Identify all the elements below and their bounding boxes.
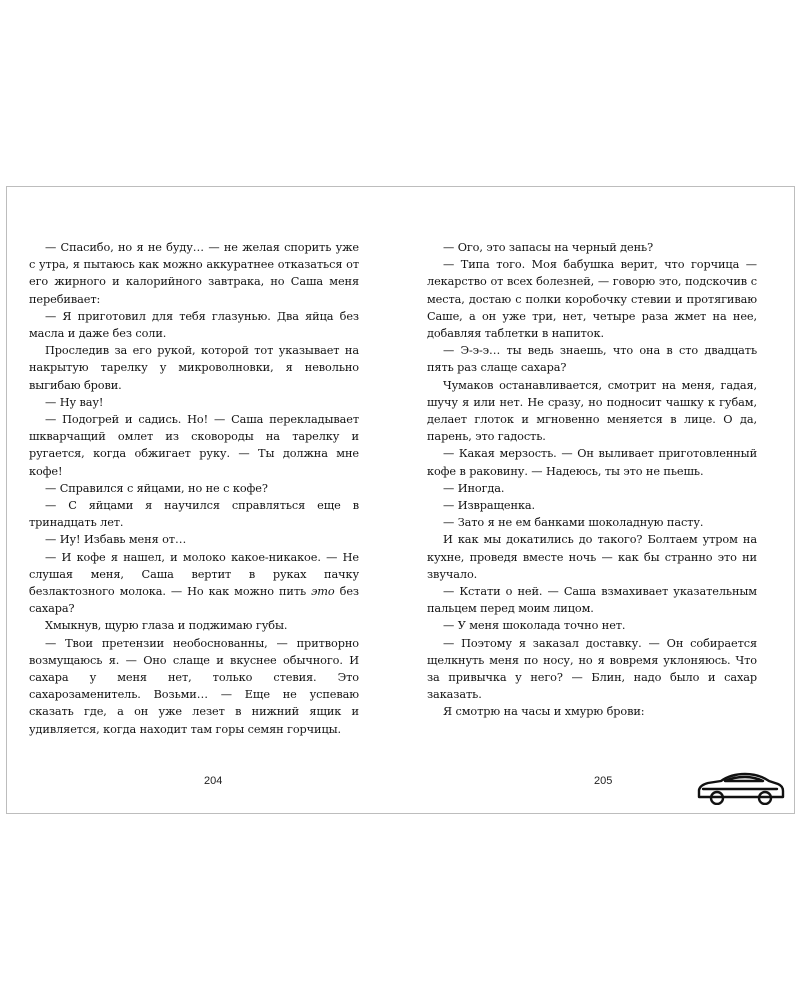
paragraph bbox=[427, 617, 757, 634]
paragraph bbox=[427, 256, 757, 342]
paragraph bbox=[427, 583, 757, 617]
paragraph-text: — Спасибо, но я не буду… — не желая спорить уже с утра, я пытаюсь как можно аккуратнее отказаться от его жирного и калорийного завтрака, но Саша меня перебивает: bbox=[29, 241, 359, 306]
paragraph bbox=[29, 549, 359, 618]
paragraph-text: Чумаков останавливается, смотрит на меня, гадая, шучу я или нет. Не сразу, но подносит чашку к губам, делает глоток и мгновенно меняется в лице. О да, парень, это гадость. bbox=[427, 378, 757, 444]
paragraph-text: — Э-э-э… ты ведь знаешь, что она в сто двадцать пять раз слаще сахара? bbox=[427, 344, 757, 375]
paragraph bbox=[427, 497, 757, 514]
paragraph bbox=[29, 531, 359, 548]
paragraph-text: — Ну вау! bbox=[45, 395, 104, 409]
paragraph-text: И как мы докатились до такого? Болтаем утром на кухне, проведя вместе ночь — как бы странно это ни звучало. bbox=[427, 533, 757, 581]
paragraph-text: — Типа того. Моя бабушка верит, что горчица — лекарство от всех болезней, — говорю это, подскочив с места, достаю с полки коробочку стевии и протягиваю Саше, а он уже три, нет, четыре раза жмет на нее, добавляя таблетки в напиток. bbox=[427, 258, 757, 341]
paragraph bbox=[29, 394, 359, 411]
paragraph bbox=[29, 635, 359, 738]
paragraph bbox=[427, 514, 757, 531]
paragraph bbox=[29, 239, 359, 308]
paragraph bbox=[427, 480, 757, 497]
paragraph bbox=[29, 308, 359, 342]
paragraph-text: Проследив за его рукой, которой тот указывает на накрытую тарелку у микроволновки, я невольно выгибаю брови. bbox=[29, 344, 359, 392]
book-spread bbox=[6, 186, 795, 814]
paragraph bbox=[427, 635, 757, 704]
paragraph-text: Я смотрю на часы и хмурю брови: bbox=[443, 705, 645, 719]
paragraph bbox=[427, 377, 757, 446]
paragraph-text: — И кофе я нашел, и молоко какое-никакое. — Не слушая меня, Саша вертит в руках пачку безлактозного молока. — Но как можно пить bbox=[29, 550, 359, 599]
paragraph-text: — Какая мерзость. — Он выливает приготовленный кофе в раковину. — Надеюсь, ты это не пьешь. bbox=[427, 447, 757, 478]
paragraph-text: — Ого, это запасы на черный день? bbox=[443, 241, 654, 254]
car-outline-icon bbox=[695, 771, 785, 805]
paragraph-text: — Твои претензии необоснованны, — притворно возмущаюсь я. — Оно слаще и вкуснее обычного. И сахара у меня нет, только стевия. Это сахарозаменитель. Возьми… — Еще не успеваю сказать где, а он уже лезет в нижний ящик и удивляется, когда находит там горы семян горчицы. bbox=[29, 636, 359, 736]
italic-word: это bbox=[311, 585, 335, 599]
paragraph bbox=[427, 239, 757, 256]
paragraph bbox=[29, 617, 359, 634]
paragraph bbox=[29, 497, 359, 531]
paragraph bbox=[427, 342, 757, 376]
page-number-left: 204 bbox=[204, 775, 223, 787]
paragraph-text: — Поэтому я заказал доставку. — Он собирается щелкнуть меня по носу, но я вовремя уклоняюсь. Что за привычка у него? — Блин, надо было и сахар заказать. bbox=[427, 636, 757, 702]
paragraph-text: — Кстати о ней. — Саша взмахивает указательным пальцем перед моим лицом. bbox=[427, 585, 757, 616]
paragraph bbox=[427, 445, 757, 479]
left-page bbox=[29, 239, 359, 738]
paragraph-text: — Иногда. bbox=[443, 481, 505, 495]
paragraph-text: — У меня шоколада точно нет. bbox=[443, 619, 626, 633]
paragraph bbox=[29, 480, 359, 497]
paragraph bbox=[427, 703, 757, 720]
right-page bbox=[427, 239, 757, 721]
paragraph-text: — Подогрей и садись. Но! — Саша перекладывает шкварчащий омлет из сковороды на тарелку и ругается, когда обжигает руку. — Ты должна мне кофе! bbox=[29, 413, 359, 478]
paragraph-text: — Иу! Избавь меня от… bbox=[45, 533, 187, 547]
paragraph-text: — Извращенка. bbox=[443, 499, 536, 513]
paragraph bbox=[29, 411, 359, 480]
paragraph-text: без сахара? bbox=[29, 585, 359, 616]
page-number-right: 205 bbox=[594, 775, 613, 787]
paragraph-text: — С яйцами я научился справляться еще в тринадцать лет. bbox=[29, 499, 359, 530]
paragraph-text: — Я приготовил для тебя глазунью. Два яйца без масла и даже без соли. bbox=[29, 309, 359, 341]
paragraph-text: Хмыкнув, щурю глаза и поджимаю губы. bbox=[45, 619, 288, 633]
paragraph bbox=[427, 531, 757, 583]
paragraph-text: — Зато я не ем банками шоколадную пасту. bbox=[443, 516, 704, 530]
paragraph bbox=[29, 342, 359, 394]
paragraph-text: — Справился с яйцами, но не с кофе? bbox=[45, 481, 268, 495]
